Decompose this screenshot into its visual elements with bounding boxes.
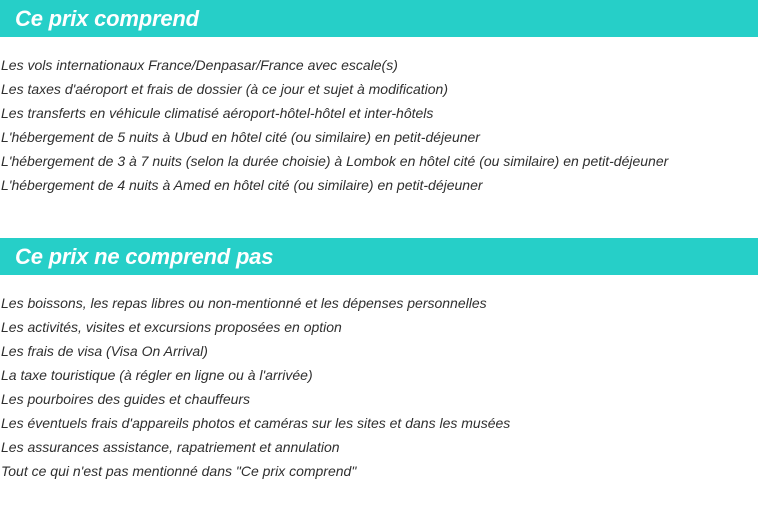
price-includes-header	[0, 0, 758, 37]
list-item: Les vols internationaux France/Denpasar/France avec escale(s)	[1, 57, 398, 73]
list-item: Les éventuels frais d'appareils photos et caméras sur les sites et dans les musées	[1, 415, 511, 431]
price-includes-section	[0, 0, 758, 197]
list-item: Les pourboires des guides et chauffeurs	[1, 391, 251, 407]
price-includes-title: Ce prix comprend	[15, 5, 199, 31]
list-item: L'hébergement de 5 nuits à Ubud en hôtel cité (ou similaire) en petit-déjeuner	[1, 129, 480, 145]
price-excludes-title: Ce prix ne comprend pas	[15, 243, 274, 269]
list-item: L'hébergement de 4 nuits à Amed en hôtel cité (ou similaire) en petit-déjeuner	[1, 177, 483, 193]
list-item: Les assurances assistance, rapatriement et annulation	[1, 439, 340, 455]
list-item: Les frais de visa (Visa On Arrival)	[1, 343, 208, 359]
price-excludes-section	[0, 238, 758, 483]
list-item: L'hébergement de 3 à 7 nuits (selon la durée choisie) à Lombok en hôtel cité (ou similaire) en petit-déjeuner	[1, 153, 669, 169]
list-item: Les activités, visites et excursions proposées en option	[1, 319, 342, 335]
price-excludes-header	[0, 238, 758, 275]
list-item: Les taxes d'aéroport et frais de dossier (à ce jour et sujet à modification)	[1, 81, 449, 97]
list-item: Les boissons, les repas libres ou non-mentionné et les dépenses personnelles	[1, 295, 487, 311]
price-includes-list	[0, 53, 758, 197]
list-item: Les transferts en véhicule climatisé aéroport-hôtel-hôtel et inter-hôtels	[1, 105, 434, 121]
price-excludes-list	[0, 291, 758, 483]
list-item: Tout ce qui n'est pas mentionné dans "Ce prix comprend"	[1, 463, 357, 479]
list-item: La taxe touristique (à régler en ligne ou à l'arrivée)	[1, 367, 313, 383]
